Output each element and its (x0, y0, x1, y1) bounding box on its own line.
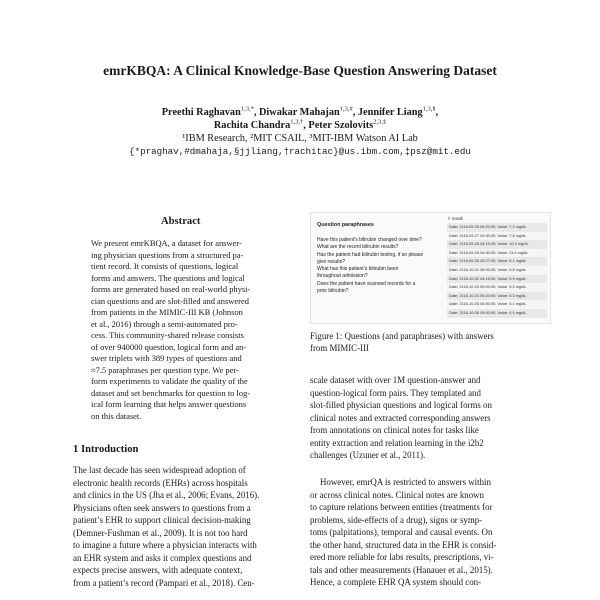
figure-question-header: Question paraphrases (317, 222, 374, 228)
author-name: Preethi Raghavan (161, 107, 241, 118)
body-line: challenges (Uzuner et al., 2011). (310, 450, 426, 460)
abstract-line: forms and answers. The questions and logical (91, 272, 245, 283)
figure-result-row: Date: 2116-09-30 05:27:00; Value: 8.1 mg/dL (447, 257, 547, 266)
figure-1-caption (310, 330, 550, 354)
author-superscript: 1,3,† (290, 118, 304, 126)
abstract-line: ing physician questions from a structured pa- (91, 249, 244, 260)
right-column-paragraph-2 (310, 476, 550, 589)
author-name: Jennifer Liang (357, 107, 423, 118)
body-line: clinical notes and extracted corresponding answers (310, 412, 491, 423)
figure-result-row: Date: 2116-09-28 04:15:00; Value: 10.3 mg/dL (447, 240, 547, 249)
intro-line: (Demner-Fushman et al., 2009). It is not too hard (73, 527, 248, 538)
result-header-arrow: ⇧ (447, 216, 452, 221)
author-superscript: 1,3,# (339, 105, 353, 113)
body-line: tals and other measurements (Hanauer et al., 2015). (310, 564, 493, 575)
figure-result-header (447, 215, 547, 223)
author-superscript: 1,3,* (240, 105, 254, 113)
author-block (0, 106, 600, 158)
figure-1 (310, 212, 551, 324)
abstract-line: ≈7.5 paraphrases per question type. We per- (91, 364, 239, 375)
abstract-line: dataset and set benchmarks for question to log- (91, 387, 251, 398)
figure-question: give results? (317, 258, 346, 265)
author-separator: , (253, 107, 259, 118)
caption-line: Figure 1: Questions (and paraphrases) with answers (310, 331, 494, 341)
intro-line: an EHR system and asks it complex questions and (73, 552, 252, 563)
body-line: to capture relations between entities (treatments for (310, 502, 493, 512)
abstract-line: from patients in the MIMIC-III KB (Johnson (91, 307, 243, 317)
body-line: However, emrQA is restricted to answers within (320, 477, 491, 487)
intro-line: from a patient’s record (Pampari et al., 2018). Cen- (73, 577, 255, 588)
abstract-line: swer triplets with 389 types of questions and (91, 353, 242, 363)
figure-question: What are the recent bilirubin results? (317, 244, 399, 251)
body-line: question-logical form pairs. They templated and (310, 387, 481, 398)
figure-result-row: Date: 2116-10-02 04:15:00; Value: 5.9 mg/dL (447, 275, 547, 284)
body-line: entity extraction and relation learning in the i2b2 (310, 437, 484, 448)
abstract-body (91, 238, 286, 422)
author-superscript: 1,3,§ (422, 105, 436, 113)
body-line: ered more reliable for labs results, prescriptions, vi- (310, 552, 494, 562)
abstract-line: We present emrKBQA, a dataset for answer- (91, 238, 242, 248)
intro-line: patient’s EHR to support clinical decision-making (73, 515, 251, 525)
abstract-line: on this dataset. (91, 410, 142, 421)
body-line: problems, side-effects of a drug), signs or symp- (310, 514, 483, 525)
intro-line: electronic health records (EHRs) across hospitals (73, 477, 248, 488)
figure-question: Has the patient had bilirubin testing, if so please (317, 251, 424, 258)
author-line-1 (0, 106, 600, 119)
figure-result-row: Date: 2116-10-04 05:20:00; Value: 5.3 mg/dL (447, 292, 547, 301)
right-column-paragraph-1 (310, 374, 550, 462)
result-header-label: result (451, 216, 463, 221)
figure-question: Have this patient’s bilirubin changed over time? (317, 237, 422, 243)
intro-line: and clinics in the US (Jha et al., 2006; Evans, 2016). (73, 490, 260, 500)
body-line: toms (palpitations), temporal and causal events. On (310, 527, 493, 537)
figure-question: What has this patient’s bilirubin been (317, 266, 399, 273)
abstract-line: cian questions and are slot-filled and answered (91, 295, 249, 306)
author-separator: , (303, 120, 309, 131)
author-name: Diwakar Mahajan (258, 107, 340, 118)
figure-result-table (447, 215, 547, 318)
abstract-line: tient record. It consists of questions, logical (91, 261, 239, 271)
figure-question: throughout admission? (317, 273, 368, 280)
caption-line: from MIMIC-III (310, 343, 369, 353)
figure-result-row: Date: 2116-10-01 05:00:00; Value: 6.8 mg/dL (447, 266, 547, 275)
intro-line: to imagine a future where a physician interacts with (73, 540, 257, 550)
body-line: or across clinical notes. Clinical notes are known (310, 489, 484, 500)
body-line: Hence, a complete EHR QA system should con- (310, 577, 482, 587)
affiliations: ¹IBM Research, ²MIT CSAIL, ³MIT-IBM Watson AI Lab (182, 133, 418, 144)
abstract-line: of over 940000 question, logical form and an- (91, 341, 247, 352)
figure-result-row: Date: 2116-09-26 04:20:00; Value: 7.3 mg/dL (447, 223, 547, 232)
abstract-line: ical form learning that helps answer questions (91, 399, 247, 409)
body-line: from annotations on clinical notes for tasks like (310, 425, 479, 435)
abstract-line: et al., 2016) through a semi-automated pro- (91, 318, 238, 329)
author-separator: , (352, 107, 358, 118)
figure-question: prior bilirubin? (317, 288, 349, 295)
abstract-heading: Abstract (161, 216, 201, 227)
introduction-body (73, 464, 298, 589)
intro-line: Physicians often seek answers to questions from a (73, 502, 251, 513)
intro-line: expects precise answers, with adequate context, (73, 565, 243, 575)
figure-result-row: Date: 2116-10-03 05:00:00; Value: 5.3 mg/dL (447, 283, 547, 292)
intro-line: The last decade has seen widespread adoption of (73, 465, 246, 475)
figure-question-list (317, 237, 443, 295)
author-emails: {*praghav,#dmahaja,§jjliang,†rachitac}@us.ibm.com,‡psz@mit.edu (129, 146, 471, 157)
body-line: the other hand, structured data in the EHR is consid- (310, 539, 497, 550)
author-line-2 (0, 119, 600, 132)
figure-result-row: Date: 2116-10-05 04:50:00; Value: 5.1 mg/dL (447, 300, 547, 309)
body-line: scale dataset with over 1M question-answer and (310, 375, 481, 385)
figure-question: Does the patient have scanned records for a (317, 280, 416, 287)
abstract-line: forms are generated based on real-world physi- (91, 284, 251, 294)
abstract-line: form experiments to validate the quality of the (91, 376, 248, 386)
figure-result-row: Date: 2116-09-27 04:30:00; Value: 7.8 mg/dL (447, 232, 547, 241)
author-separator: , (435, 107, 439, 118)
figure-result-row: Date: 2116-10-06 05:00:00; Value: 4.4 mg/dL (447, 309, 547, 318)
paper-title: emrKBQA: A Clinical Knowledge-Base Question Answering Dataset (103, 63, 497, 78)
author-name: Peter Szolovits (308, 120, 374, 131)
figure-result-row: Date: 2116-09-29 04:30:00; Value: 11.4 mg/dL (447, 249, 547, 258)
introduction-heading: 1 Introduction (73, 444, 139, 455)
author-superscript: 2,3,‡ (373, 118, 387, 126)
body-line: slot-filled physician questions and logical forms on (310, 400, 492, 410)
author-name: Rachita Chandra (213, 120, 291, 131)
abstract-line: cess. This community-shared release consists (91, 330, 244, 340)
